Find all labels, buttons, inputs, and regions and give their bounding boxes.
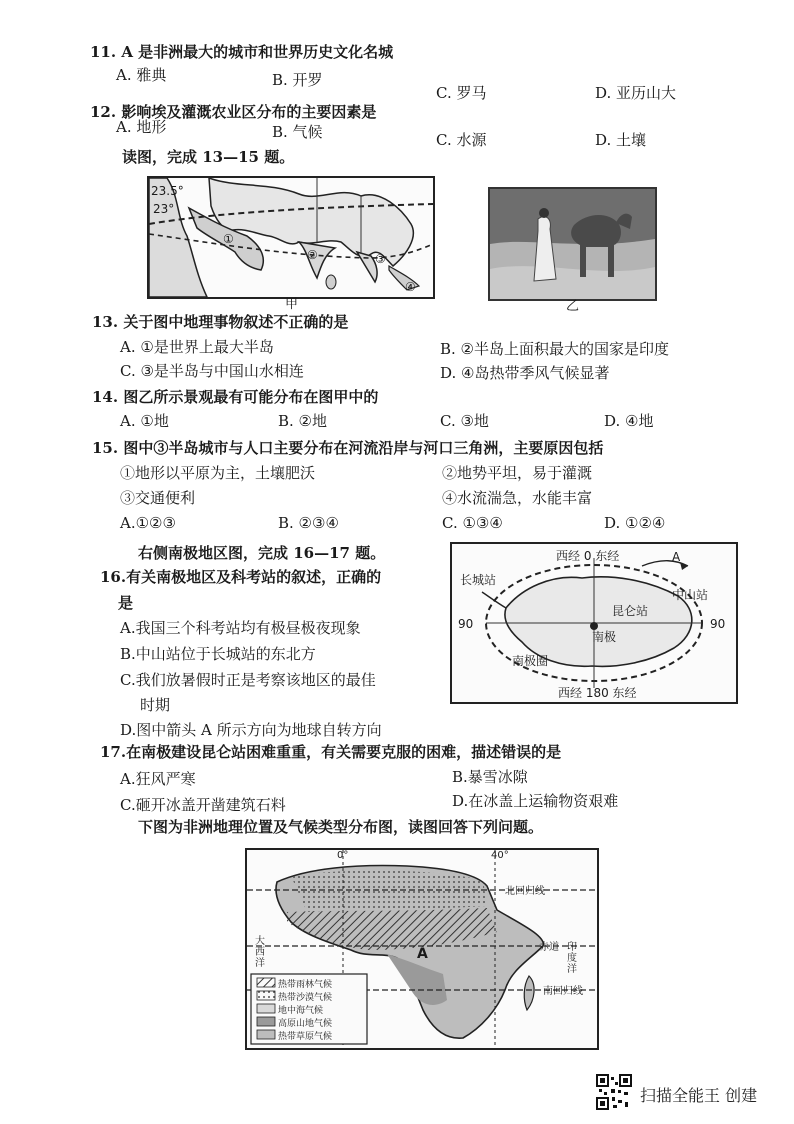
atlantic-ocean-label: 大西洋 bbox=[255, 936, 265, 969]
figure-africa-climate-map bbox=[245, 848, 599, 1050]
q12-option-c: C. 水源 bbox=[436, 131, 487, 149]
antarctica-drawing bbox=[452, 544, 736, 702]
q15-option-d: D. ①②④ bbox=[604, 514, 666, 532]
q12-option-b: B. 气候 bbox=[272, 123, 323, 141]
location-a-marker: A bbox=[417, 946, 428, 962]
figure-yi-caption: 乙 bbox=[566, 299, 580, 314]
meridian-top-label: 西经 0 东经 bbox=[556, 549, 620, 563]
q15-statement-3: ③交通便利 bbox=[120, 489, 196, 507]
q17-stem: 17.在南极建设昆仑站困难重重，有关需要克服的困难，描述错误的是 bbox=[100, 743, 562, 761]
q15-option-c: C. ①③④ bbox=[442, 514, 503, 532]
meridian-bottom-label: 西经 180 东经 bbox=[558, 686, 637, 700]
q15-stem: 15. 图中③半岛城市与人口主要分布在河流沿岸与河口三角洲，主要原因包括 bbox=[92, 439, 604, 457]
legend-item-2: 热带沙漠气候 bbox=[278, 993, 333, 1003]
q16-option-b: B.中山站位于长城站的东北方 bbox=[120, 645, 316, 663]
indian-ocean-label: 印度洋 bbox=[567, 942, 577, 975]
q13-option-a: A. ①是世界上最大半岛 bbox=[120, 338, 274, 356]
longitude-0-label: 0° bbox=[337, 850, 349, 861]
legend-item-1: 热带雨林气候 bbox=[278, 980, 333, 990]
tropic-capricorn-label: 南回归线 bbox=[543, 986, 583, 997]
q15-statement-2: ②地势平坦，易于灌溉 bbox=[442, 464, 593, 482]
latitude-label-2: 23° bbox=[153, 202, 175, 216]
q13-option-c: C. ③是半岛与中国山水相连 bbox=[120, 362, 304, 380]
tropic-cancer-label: 北回归线 bbox=[505, 886, 545, 897]
figure-jia-asia-map bbox=[147, 176, 435, 299]
desert-camel-drawing bbox=[490, 189, 655, 299]
q14-option-d: D. ④地 bbox=[604, 412, 654, 430]
qr-code-icon bbox=[596, 1074, 632, 1110]
intro-13-15: 读图，完成 13—15 题。 bbox=[122, 148, 295, 166]
q14-stem: 14. 图乙所示景观最有可能分布在图甲中的 bbox=[92, 388, 379, 406]
q13-option-d: D. ④岛热带季风气候显著 bbox=[440, 364, 610, 382]
q16-option-c-line1: C.我们放暑假时正是考察该地区的最佳 bbox=[120, 671, 376, 689]
q13-option-b: B. ②半岛上面积最大的国家是印度 bbox=[440, 340, 670, 358]
changcheng-station-label: 长城站 bbox=[460, 573, 497, 587]
zhongshan-station-label: 中山站 bbox=[672, 588, 709, 602]
q16-stem-line1: 16.有关南极地区及科考站的叙述，正确的 bbox=[100, 568, 382, 586]
longitude-40-label: 40° bbox=[491, 850, 509, 861]
q11-option-a: A. 雅典 bbox=[116, 66, 167, 84]
q12-stem: 12. 影响埃及灌溉农业区分布的主要因素是 bbox=[90, 103, 377, 121]
longitude-right-label: 90 bbox=[710, 617, 726, 631]
q11-option-c: C. 罗马 bbox=[436, 84, 487, 102]
q15-option-a: A.①②③ bbox=[120, 514, 176, 532]
q14-option-a: A. ①地 bbox=[120, 412, 169, 430]
figure-jia-caption: 甲 bbox=[285, 297, 299, 312]
figure-yi-desert-photo bbox=[488, 187, 657, 301]
q11-stem: 11. A 是非洲最大的城市和世界历史文化名城 bbox=[90, 43, 394, 61]
q13-stem: 13. 关于图中地理事物叙述不正确的是 bbox=[92, 313, 349, 331]
q17-option-b: B.暴雪冰隙 bbox=[452, 768, 528, 786]
q16-option-c-line2: 时期 bbox=[140, 696, 171, 714]
antarctic-circle-label: 南极圈 bbox=[512, 654, 549, 668]
q14-option-c: C. ③地 bbox=[440, 412, 489, 430]
longitude-left-label: 90 bbox=[458, 617, 474, 631]
scanner-watermark: 扫描全能王 创建 bbox=[640, 1086, 758, 1105]
q15-statement-1: ①地形以平原为主，土壤肥沃 bbox=[120, 464, 316, 482]
legend-item-4: 高原山地气候 bbox=[278, 1019, 333, 1029]
map-marker-1: ① bbox=[223, 232, 234, 246]
legend-item-5: 热带草原气候 bbox=[278, 1032, 333, 1042]
figure-antarctica-map bbox=[450, 542, 738, 704]
map-marker-3: ③ bbox=[375, 252, 386, 266]
latitude-label-1: 23.5° bbox=[151, 184, 184, 198]
q17-option-d: D.在冰盖上运输物资艰难 bbox=[452, 792, 619, 810]
intro-16-17: 右侧南极地区图，完成 16—17 题。 bbox=[138, 544, 386, 562]
q17-option-a: A.狂风严寒 bbox=[120, 770, 196, 788]
q12-option-d: D. 土壤 bbox=[595, 131, 647, 149]
q11-option-b: B. 开罗 bbox=[272, 71, 323, 89]
intro-africa: 下图为非洲地理位置及气候类型分布图，读图回答下列问题。 bbox=[138, 818, 544, 836]
rotation-arrow-label: A bbox=[672, 550, 681, 564]
map-marker-2: ② bbox=[307, 248, 318, 262]
q11-option-d: D. 亚历山大 bbox=[595, 84, 677, 102]
kunlun-station-label: 昆仑站 bbox=[612, 604, 649, 618]
legend-item-3: 地中海气候 bbox=[278, 1006, 324, 1016]
q15-option-b: B. ②③④ bbox=[278, 514, 339, 532]
q16-option-a: A.我国三个科考站均有极昼极夜现象 bbox=[120, 619, 361, 637]
q12-option-a: A. 地形 bbox=[116, 118, 167, 136]
q15-statement-4: ④水流湍急，水能丰富 bbox=[442, 489, 593, 507]
equator-label: 赤道 bbox=[539, 942, 559, 953]
south-pole-label: 南极 bbox=[592, 630, 617, 644]
q16-stem-line2: 是 bbox=[118, 594, 134, 612]
asia-map-drawing bbox=[149, 178, 433, 297]
q14-option-b: B. ②地 bbox=[278, 412, 328, 430]
q17-option-c: C.砸开冰盖开凿建筑石料 bbox=[120, 796, 286, 814]
q16-option-d: D.图中箭头 A 所示方向为地球自转方向 bbox=[120, 721, 382, 739]
map-marker-4: ④ bbox=[405, 280, 416, 294]
